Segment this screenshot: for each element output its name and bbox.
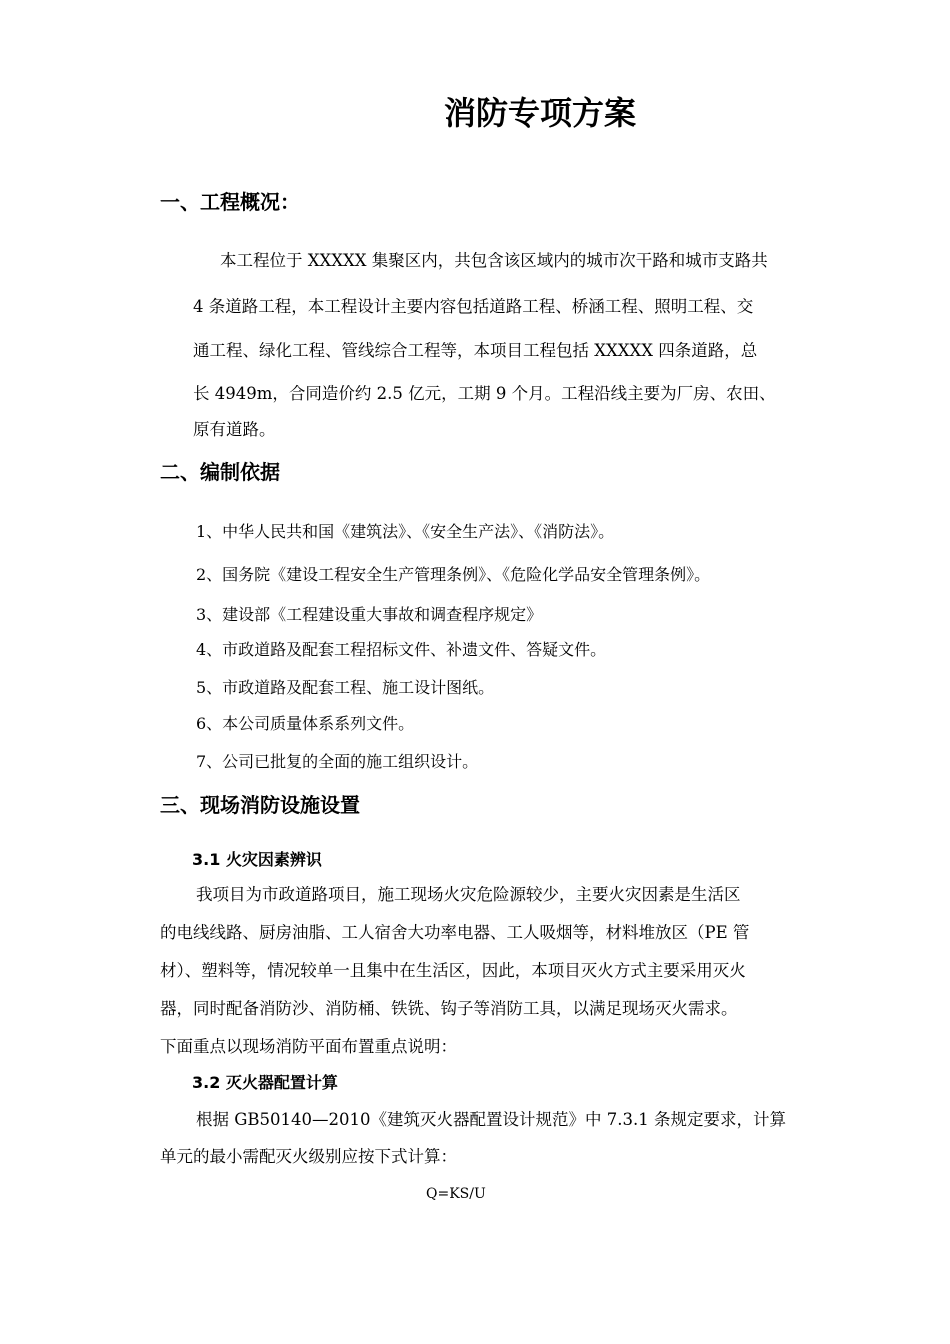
fire-factors-line-5: 下面重点以现场消防平面布置重点说明： (160, 1037, 457, 1056)
basis-item-4: 4、市政道路及配套工程招标文件、补遗文件、答疑文件。 (196, 640, 607, 659)
section-heading-overview: 一、工程概况： (160, 190, 300, 214)
basis-item-2: 2、国务院《建设工程安全生产管理条例》、《危险化学品安全管理条例》。 (196, 565, 711, 584)
extinguisher-line-2: 单元的最小需配灭火级别应按下式计算： (160, 1147, 457, 1166)
fire-factors-line-2: 的电线线路、厨房油脂、工人宿舍大功率电器、工人吸烟等，材料堆放区（PE 管 (160, 923, 750, 942)
basis-item-7: 7、公司已批复的全面的施工组织设计。 (196, 752, 479, 771)
basis-item-3: 3、建设部《工程建设重大事故和调查程序规定》 (196, 605, 543, 624)
document-title: 消防专项方案 (443, 94, 636, 132)
section-heading-fire-facilities: 三、现场消防设施设置 (160, 793, 360, 817)
formula: Q=KS/U (426, 1186, 486, 1202)
subsection-heading-3-1: 3.1 火灾因素辨识 (192, 850, 322, 869)
section-heading-basis: 二、编制依据 (160, 460, 280, 484)
basis-item-1: 1、中华人民共和国《建筑法》、《安全生产法》、《消防法》。 (196, 522, 615, 541)
fire-factors-line-1: 我项目为市政道路项目，施工现场火灾危险源较少，主要火灾因素是生活区 (196, 885, 741, 904)
extinguisher-line-1: 根据 GB50140—2010《建筑灭火器配置设计规范》中 7.3.1 条规定要求，计算 (196, 1110, 787, 1129)
overview-line-4: 长 4949m，合同造价约 2.5 亿元，工期 9 个月。工程沿线主要为厂房、农田、 (193, 384, 776, 403)
fire-factors-line-3: 材）、塑料等，情况较单一且集中在生活区，因此，本项目灭火方式主要采用灭火 (160, 961, 746, 980)
subsection-heading-3-2: 3.2 灭火器配置计算 (192, 1073, 338, 1092)
overview-line-5: 原有道路。 (193, 420, 276, 439)
basis-item-5: 5、市政道路及配套工程、施工设计图纸。 (196, 678, 495, 697)
overview-line-2: 4 条道路工程，本工程设计主要内容包括道路工程、桥涵工程、照明工程、交 (193, 297, 754, 316)
fire-factors-line-4: 器，同时配备消防沙、消防桶、铁铣、钩子等消防工具，以满足现场灭火需求。 (160, 999, 738, 1018)
basis-item-6: 6、本公司质量体系系列文件。 (196, 714, 415, 733)
overview-line-3: 通工程、绿化工程、管线综合工程等，本项目工程包括 XXXXX 四条道路，总 (193, 341, 758, 360)
overview-line-1: 本工程位于 XXXXX 集聚区内，共包含该区域内的城市次干路和城市支路共 (220, 251, 768, 270)
